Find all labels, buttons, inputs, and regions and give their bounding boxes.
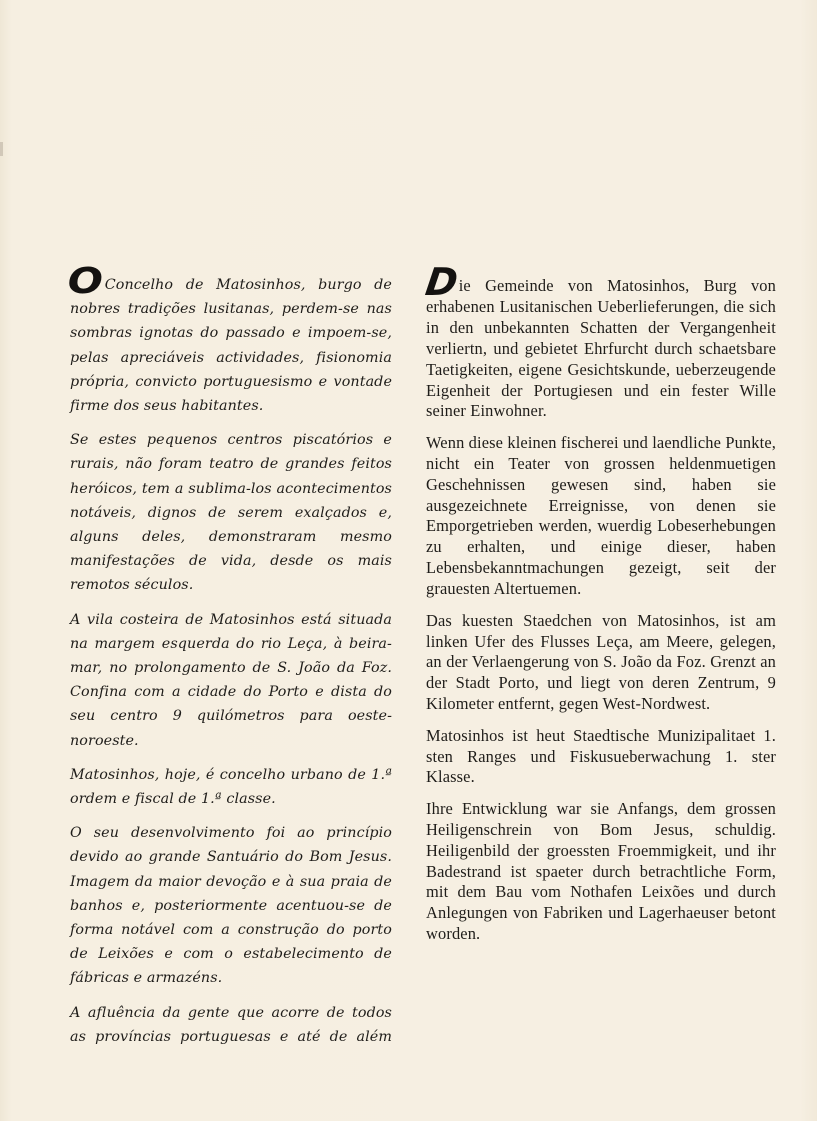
german-paragraph-4: Matosinhos ist heut Staedtische Munizipalitaet 1. sten Ranges und Fiskusueberwachung 1. ster Klasse. (426, 725, 776, 787)
portuguese-paragraph-5: O seu desenvolvimento foi ao princípio devido ao grande Santuário do Bom Jesus. Imagem da maior devoção e à sua praia de banhos e, posteriormente acentuou-se de forma notável com a construção do porto de Leixões e com o estabelecimento de fábricas e armazéns. (70, 825, 392, 987)
portuguese-paragraph-1-text: Concelho de Matosinhos, burgo de nobres tradições lusitanas, perdem-se nas sombras ignotas do passado e impoem-se, pelas apreciáveis actividades, fisionomia própria, convicto portuguesismo e vontade firme dos seus habitantes. (70, 277, 392, 415)
dropcap-o: O (67, 261, 104, 302)
german-paragraph-2: Wenn diese kleinen fischerei und laendliche Punkte, nicht ein Teater von grossen heldenmuetigen Geschehnissen gewesen sind, haben sie ausgezeichnete Erreignisse, von denen sie Emporgetrieben werden, wuerdig Lobeserhebungen zu erhalten, und einige dieser, haben Lebensbekanntmachungen gezeigt, seit der grauesten Altertuemen. (426, 432, 776, 599)
german-column (422, 260, 776, 956)
german-paragraph-1-text: ie Gemeinde von Matosinhos, Burg von erhabenen Lusitanischen Ueberlieferungen, die sich in den unbekannten Schatten der Vergangenheit verliertn, und gebietet Ehrfurcht durch schaetsbare Taetigkeiten, eigene Gesichtskunde, ueberzeugende Eigenheit der Portugiesen und ein fester Wille seiner Einwohner. (426, 276, 776, 421)
portuguese-paragraph-3: A vila costeira de Matosinhos está situada na margem esquerda do rio Leça, à beira-mar, no prolongamento de S. João da Foz. Confina com a cidade do Porto e dista do seu centro 9 quilómetros para oeste-noroeste. (70, 611, 392, 749)
portuguese-paragraph-2: Se estes pequenos centros piscatórios e rurais, não foram teatro de grandes feitos heróicos, tem a sublima-los acontecimentos notáveis, dignos de serem exalçados e, alguns deles, demonstraram mesmo manifestações de vida, desde os mais remotos séculos. (70, 432, 392, 594)
dropcap-d: D (422, 260, 461, 304)
german-paragraph-1 (422, 260, 776, 422)
german-paragraph-5: Ihre Entwicklung war sie Anfangs, dem grossen Heiligenschrein von Bom Jesus, schuldig. Heiligenbild der groessten Froemmigkeit, und ihr Badestrand ist spaeter durch betrachtliche Form, mit dem Bau vom Nothafen Leixões und durch Anlegungen von Fabriken und Lagerhaeuser betont worden. (426, 798, 776, 944)
portuguese-paragraph-4: Matosinhos, hoje, é concelho urbano de 1.ª ordem e fiscal de 1.ª classe. (70, 766, 392, 808)
portuguese-column (67, 261, 392, 1059)
page-edge-mark (0, 142, 3, 156)
portuguese-paragraph-6: A afluência da gente que acorre de todos as províncias portuguesas e até de além (70, 1004, 392, 1045)
portuguese-paragraph-1 (67, 261, 392, 418)
german-paragraph-3: Das kuesten Staedchen von Matosinhos, ist am linken Ufer des Flusses Leça, am Meere, gelegen, an der Verlaengerung von S. João da Foz. Grenzt an der Stadt Porto, und liegt von deren Zentrum, 9 Kilometer entfernt, gegen West-Nordwest. (426, 610, 776, 714)
